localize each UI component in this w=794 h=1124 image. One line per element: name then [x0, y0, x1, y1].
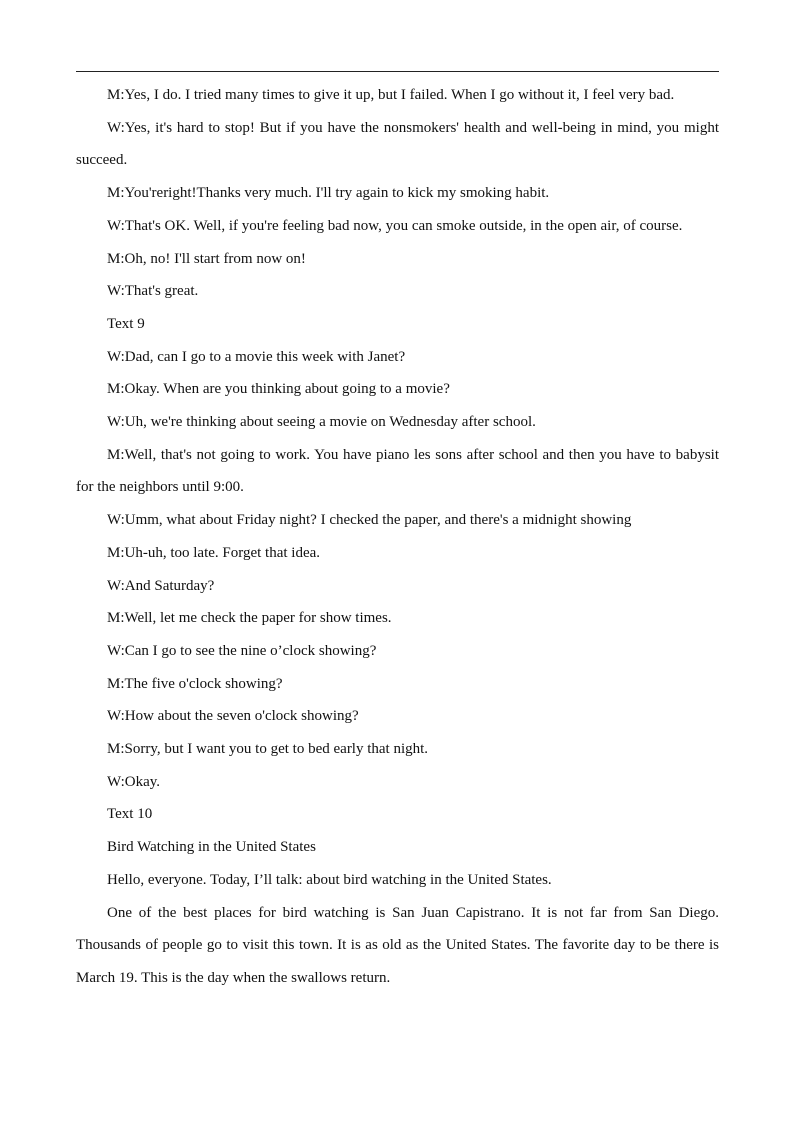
paragraph: W:How about the seven o'clock showing?: [107, 708, 359, 725]
paragraph: M:Well, let me check the paper for show times.: [107, 610, 392, 627]
paragraph: M:Sorry, but I want you to get to bed early that night.: [107, 741, 429, 758]
paragraph: Hello, everyone. Today, I’ll talk: about bird watching in the United States.: [107, 871, 552, 888]
paragraph: W:Umm, what about Friday night? I checked the paper, and there's a midnight showing: [107, 512, 632, 529]
paragraph: M:Well, that's not going to work. You have piano les sons after school and then you have to babysit for the neighbors until 9:00.: [76, 446, 719, 496]
paragraph: W:Can I go to see the nine o’clock showing?: [107, 642, 377, 659]
paragraph: W:Dad, can I go to a movie this week with Janet?: [107, 348, 406, 365]
paragraph: M:You'reright!Thanks very much. I'll try again to kick my smoking habit.: [107, 185, 550, 202]
paragraph: M:Oh, no! I'll start from now on!: [107, 250, 306, 267]
header-rule: [76, 71, 719, 72]
paragraph: W:And Saturday?: [107, 577, 215, 594]
paragraph: W:That's great.: [107, 283, 199, 300]
passage-title: Bird Watching in the United States: [107, 839, 316, 856]
paragraph: M:Uh-uh, too late. Forget that idea.: [107, 544, 321, 561]
paragraph: W:That's OK. Well, if you're feeling bad now, you can smoke outside, in the open air, of course.: [107, 217, 683, 234]
document-body: [76, 79, 719, 995]
paragraph: W:Uh, we're thinking about seeing a movie on Wednesday after school.: [107, 414, 536, 431]
paragraph: One of the best places for bird watching is San Juan Capistrano. It is not far from San Diego. Thousands of people go to visit this town. It is as old as the United States. The favorite day to be there is March 19. This is the day when the swallows return.: [76, 904, 719, 986]
paragraph: W:Yes, it's hard to stop! But if you have the nonsmokers' health and well-being in mind, you might succeed.: [76, 119, 719, 169]
paragraph: W:Okay.: [107, 773, 161, 790]
section-heading: Text 10: [107, 806, 153, 823]
paragraph: M:Yes, I do. I tried many times to give it up, but I failed. When I go without it, I feel very bad.: [107, 87, 675, 103]
section-heading: Text 9: [107, 315, 145, 332]
paragraph: M:The five o'clock showing?: [107, 675, 283, 692]
paragraph: M:Okay. When are you thinking about going to a movie?: [107, 381, 450, 398]
